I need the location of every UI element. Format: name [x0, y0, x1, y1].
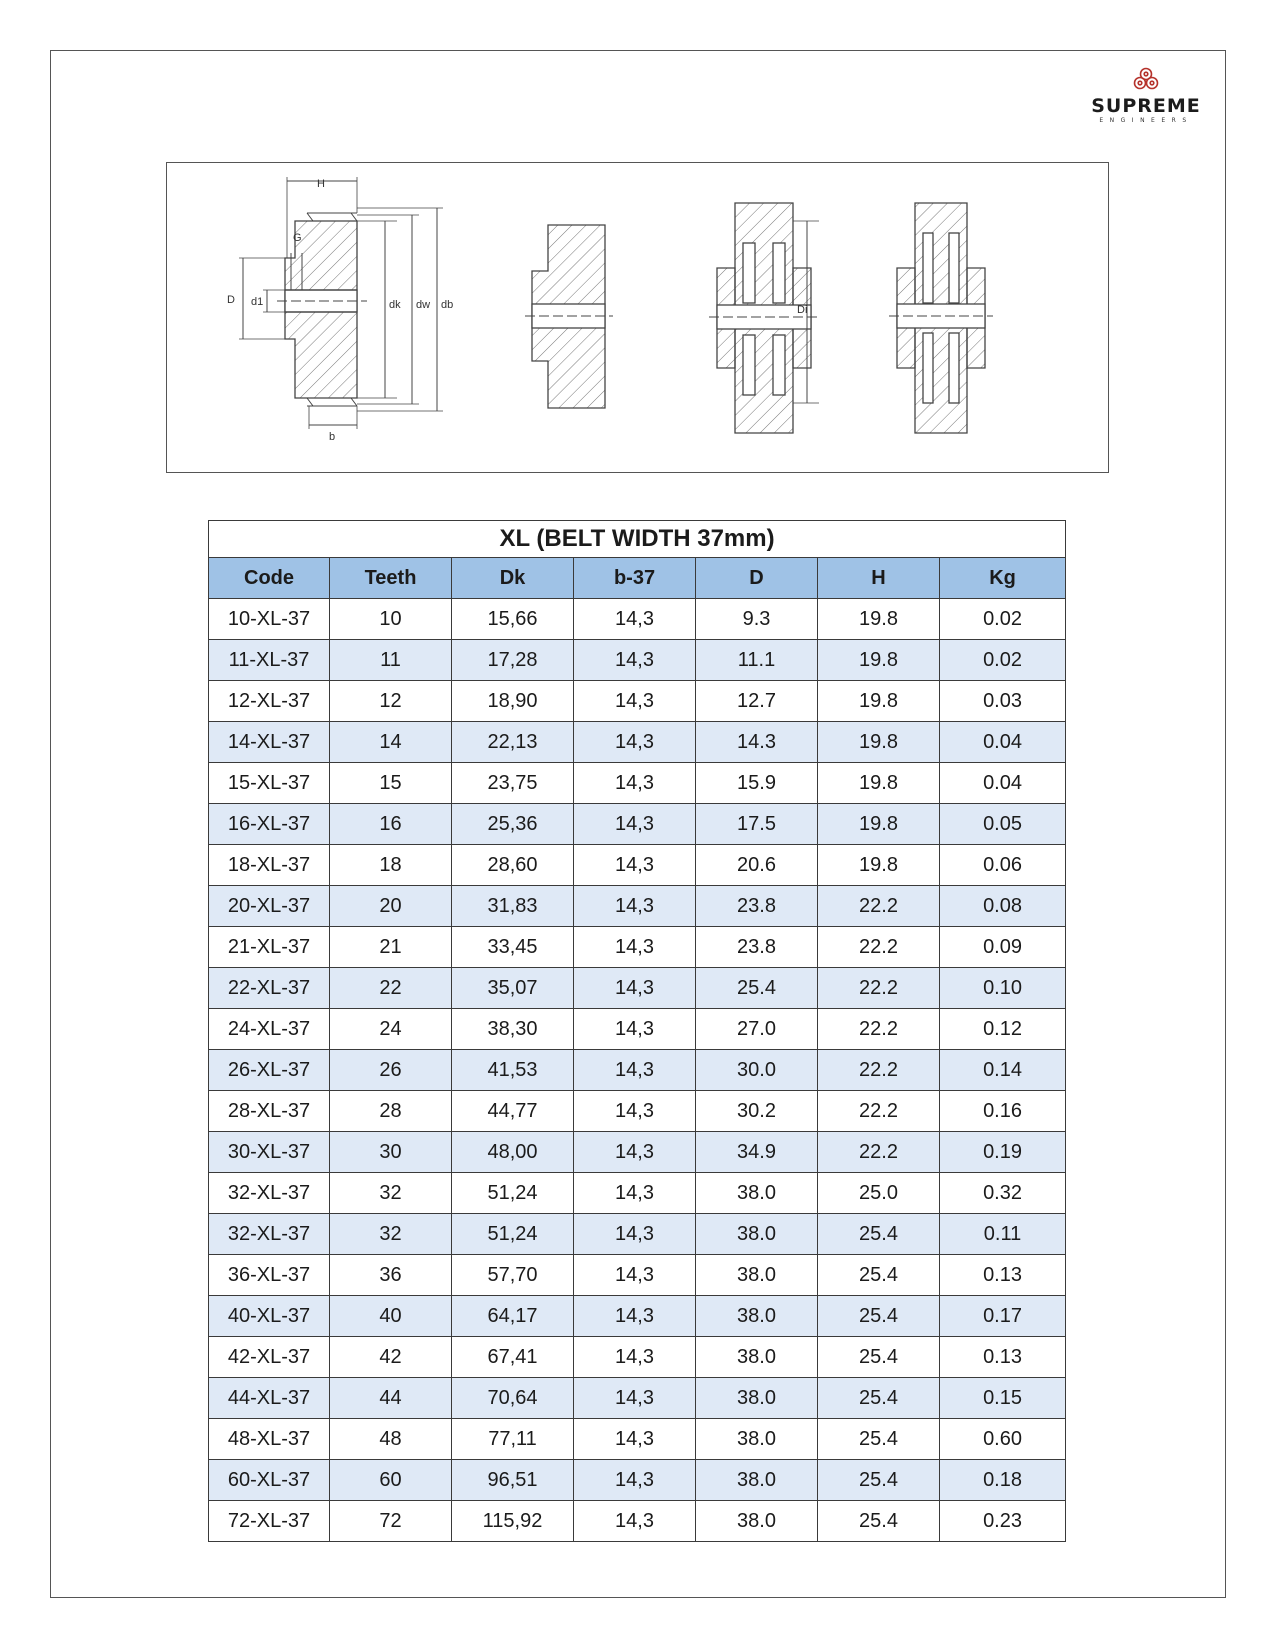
table-cell: 14,3	[574, 1378, 696, 1419]
table-cell: 10-XL-37	[209, 599, 330, 640]
table-cell: 0.02	[940, 640, 1066, 681]
table-cell: 23.8	[696, 927, 818, 968]
pulley-drawing-panel	[166, 162, 1109, 473]
table-row	[209, 804, 1066, 845]
table-cell: 20-XL-37	[209, 886, 330, 927]
table-cell: 14,3	[574, 722, 696, 763]
dim-label-d: D	[227, 294, 235, 306]
table-cell: 14,3	[574, 1173, 696, 1214]
table-cell: 22.2	[818, 927, 940, 968]
table-cell: 33,45	[452, 927, 574, 968]
table-cell: 48	[330, 1419, 452, 1460]
table-row	[209, 1255, 1066, 1296]
table-cell: 14,3	[574, 1501, 696, 1542]
table-row	[209, 886, 1066, 927]
table-cell: 44	[330, 1378, 452, 1419]
table-row	[209, 763, 1066, 804]
table-row	[209, 1009, 1066, 1050]
column-header: Kg	[940, 558, 1066, 599]
table-cell: 19.8	[818, 804, 940, 845]
table-cell: 19.8	[818, 681, 940, 722]
table-row	[209, 1501, 1066, 1542]
table-cell: 57,70	[452, 1255, 574, 1296]
table-cell: 0.08	[940, 886, 1066, 927]
table-cell: 0.09	[940, 927, 1066, 968]
table-cell: 36	[330, 1255, 452, 1296]
table-cell: 30	[330, 1132, 452, 1173]
column-header: b-37	[574, 558, 696, 599]
dim-label-di: Di	[797, 304, 808, 316]
table-cell: 42	[330, 1337, 452, 1378]
table-cell: 25.4	[818, 1296, 940, 1337]
brand-tagline: ENGINEERS	[1099, 117, 1193, 124]
column-header: H	[818, 558, 940, 599]
table-cell: 14	[330, 722, 452, 763]
table-cell: 28,60	[452, 845, 574, 886]
table-cell: 36-XL-37	[209, 1255, 330, 1296]
table-cell: 25.0	[818, 1173, 940, 1214]
table-cell: 38.0	[696, 1419, 818, 1460]
table-cell: 23,75	[452, 763, 574, 804]
xl-pulley-spec-table	[208, 520, 1066, 1542]
table-cell: 25.4	[818, 1337, 940, 1378]
table-row	[209, 599, 1066, 640]
table-cell: 34.9	[696, 1132, 818, 1173]
table-cell: 14,3	[574, 1296, 696, 1337]
table-row	[209, 1460, 1066, 1501]
table-cell: 48,00	[452, 1132, 574, 1173]
table-cell: 14,3	[574, 640, 696, 681]
table-cell: 14,3	[574, 681, 696, 722]
table-cell: 21	[330, 927, 452, 968]
table-cell: 14,3	[574, 1050, 696, 1091]
table-cell: 14,3	[574, 804, 696, 845]
table-cell: 19.8	[818, 640, 940, 681]
table-cell: 60	[330, 1460, 452, 1501]
table-cell: 72-XL-37	[209, 1501, 330, 1542]
table-cell: 23.8	[696, 886, 818, 927]
table-cell: 0.16	[940, 1091, 1066, 1132]
table-cell: 18	[330, 845, 452, 886]
table-cell: 11.1	[696, 640, 818, 681]
table-body	[209, 599, 1066, 1542]
table-cell: 14,3	[574, 1009, 696, 1050]
table-cell: 41,53	[452, 1050, 574, 1091]
dim-label-b: b	[329, 431, 336, 443]
table-cell: 17.5	[696, 804, 818, 845]
column-header: D	[696, 558, 818, 599]
table-cell: 20.6	[696, 845, 818, 886]
table-cell: 28-XL-37	[209, 1091, 330, 1132]
table-cell: 14,3	[574, 763, 696, 804]
table-row	[209, 1378, 1066, 1419]
table-cell: 0.60	[940, 1419, 1066, 1460]
table-cell: 0.15	[940, 1378, 1066, 1419]
table-cell: 14,3	[574, 927, 696, 968]
table-cell: 25.4	[818, 1255, 940, 1296]
table-row	[209, 968, 1066, 1009]
table-cell: 14,3	[574, 599, 696, 640]
table-cell: 22	[330, 968, 452, 1009]
table-cell: 44-XL-37	[209, 1378, 330, 1419]
table-cell: 48-XL-37	[209, 1419, 330, 1460]
table-cell: 25.4	[818, 1460, 940, 1501]
dim-label-db: db	[441, 299, 454, 311]
table-cell: 14,3	[574, 1337, 696, 1378]
table-row	[209, 1091, 1066, 1132]
table-row	[209, 1337, 1066, 1378]
column-header: Teeth	[330, 558, 452, 599]
table-cell: 14,3	[574, 1132, 696, 1173]
table-cell: 0.04	[940, 722, 1066, 763]
table-cell: 19.8	[818, 722, 940, 763]
brand-logo	[1086, 66, 1206, 130]
table-cell: 25,36	[452, 804, 574, 845]
table-row	[209, 845, 1066, 886]
pulley-section-double-hub	[709, 203, 819, 433]
table-cell: 18,90	[452, 681, 574, 722]
table-cell: 14,3	[574, 1255, 696, 1296]
table-cell: 40	[330, 1296, 452, 1337]
table-row	[209, 722, 1066, 763]
dim-label-h: H	[317, 178, 325, 190]
table-cell: 12-XL-37	[209, 681, 330, 722]
table-cell: 0.12	[940, 1009, 1066, 1050]
table-row	[209, 681, 1066, 722]
table-cell: 20	[330, 886, 452, 927]
table-cell: 14,3	[574, 886, 696, 927]
table-row	[209, 1173, 1066, 1214]
table-cell: 0.06	[940, 845, 1066, 886]
table-cell: 38.0	[696, 1501, 818, 1542]
table-cell: 60-XL-37	[209, 1460, 330, 1501]
table-cell: 26	[330, 1050, 452, 1091]
table-cell: 17,28	[452, 640, 574, 681]
table-cell: 38.0	[696, 1214, 818, 1255]
table-cell: 22.2	[818, 1009, 940, 1050]
table-cell: 0.10	[940, 968, 1066, 1009]
table-cell: 72	[330, 1501, 452, 1542]
table-cell: 0.11	[940, 1214, 1066, 1255]
table-cell: 70,64	[452, 1378, 574, 1419]
table-cell: 22.2	[818, 1091, 940, 1132]
table-cell: 30.0	[696, 1050, 818, 1091]
table-cell: 11	[330, 640, 452, 681]
table-cell: 25.4	[696, 968, 818, 1009]
column-header: Dk	[452, 558, 574, 599]
table-cell: 10	[330, 599, 452, 640]
table-cell: 77,11	[452, 1419, 574, 1460]
table-cell: 0.13	[940, 1255, 1066, 1296]
table-cell: 0.23	[940, 1501, 1066, 1542]
table-cell: 32	[330, 1214, 452, 1255]
table-cell: 24-XL-37	[209, 1009, 330, 1050]
table-row	[209, 1132, 1066, 1173]
table-cell: 30.2	[696, 1091, 818, 1132]
column-header: Code	[209, 558, 330, 599]
table-cell: 40-XL-37	[209, 1296, 330, 1337]
table-cell: 67,41	[452, 1337, 574, 1378]
table-cell: 38.0	[696, 1337, 818, 1378]
table-row	[209, 927, 1066, 968]
table-row	[209, 640, 1066, 681]
pulley-section-flanged	[889, 203, 993, 433]
table-cell: 0.19	[940, 1132, 1066, 1173]
table-cell: 12.7	[696, 681, 818, 722]
table-cell: 22.2	[818, 1132, 940, 1173]
table-row	[209, 1419, 1066, 1460]
table-cell: 0.13	[940, 1337, 1066, 1378]
table-cell: 38.0	[696, 1173, 818, 1214]
table-cell: 14.3	[696, 722, 818, 763]
table-row	[209, 1214, 1066, 1255]
table-cell: 0.14	[940, 1050, 1066, 1091]
table-cell: 51,24	[452, 1214, 574, 1255]
table-cell: 14,3	[574, 968, 696, 1009]
table-cell: 14,3	[574, 845, 696, 886]
three-gears-icon	[1131, 66, 1161, 92]
table-cell: 38.0	[696, 1255, 818, 1296]
table-cell: 25.4	[818, 1419, 940, 1460]
table-cell: 31,83	[452, 886, 574, 927]
dim-label-dw: dw	[416, 299, 431, 311]
table-cell: 30-XL-37	[209, 1132, 330, 1173]
table-cell: 64,17	[452, 1296, 574, 1337]
table-title: XL (BELT WIDTH 37mm)	[209, 521, 1066, 558]
table-cell: 35,07	[452, 968, 574, 1009]
table-cell: 15.9	[696, 763, 818, 804]
table-cell: 22,13	[452, 722, 574, 763]
dim-label-d1: d1	[251, 296, 264, 308]
table-cell: 19.8	[818, 763, 940, 804]
table-cell: 0.03	[940, 681, 1066, 722]
pulley-section-dimensioned	[239, 177, 443, 429]
brand-name: SUPREME	[1091, 95, 1201, 117]
table-cell: 28	[330, 1091, 452, 1132]
table-cell: 0.05	[940, 804, 1066, 845]
table-cell: 18-XL-37	[209, 845, 330, 886]
table-cell: 51,24	[452, 1173, 574, 1214]
table-cell: 42-XL-37	[209, 1337, 330, 1378]
table-cell: 14,3	[574, 1419, 696, 1460]
table-cell: 14,3	[574, 1460, 696, 1501]
table-cell: 14,3	[574, 1214, 696, 1255]
table-cell: 38,30	[452, 1009, 574, 1050]
table-cell: 115,92	[452, 1501, 574, 1542]
table-cell: 22.2	[818, 886, 940, 927]
table-cell: 16-XL-37	[209, 804, 330, 845]
table-cell: 12	[330, 681, 452, 722]
table-cell: 22.2	[818, 968, 940, 1009]
table-cell: 27.0	[696, 1009, 818, 1050]
table-cell: 16	[330, 804, 452, 845]
table-cell: 0.17	[940, 1296, 1066, 1337]
table-cell: 15,66	[452, 599, 574, 640]
table-cell: 44,77	[452, 1091, 574, 1132]
table-cell: 96,51	[452, 1460, 574, 1501]
pulley-section-hub	[525, 225, 613, 408]
table-cell: 11-XL-37	[209, 640, 330, 681]
pulley-technical-drawing	[167, 163, 1110, 474]
table-row	[209, 1296, 1066, 1337]
table-cell: 38.0	[696, 1378, 818, 1419]
table-cell: 22-XL-37	[209, 968, 330, 1009]
table-cell: 22.2	[818, 1050, 940, 1091]
table-cell: 38.0	[696, 1296, 818, 1337]
table-cell: 0.18	[940, 1460, 1066, 1501]
table-cell: 25.4	[818, 1378, 940, 1419]
table-cell: 38.0	[696, 1460, 818, 1501]
table-cell: 14,3	[574, 1091, 696, 1132]
table-header-row	[209, 558, 1066, 599]
table-cell: 32-XL-37	[209, 1173, 330, 1214]
table-cell: 26-XL-37	[209, 1050, 330, 1091]
table-cell: 25.4	[818, 1214, 940, 1255]
table-cell: 19.8	[818, 599, 940, 640]
table-cell: 0.04	[940, 763, 1066, 804]
table-cell: 32	[330, 1173, 452, 1214]
dim-label-dk: dk	[389, 299, 401, 311]
table-cell: 14-XL-37	[209, 722, 330, 763]
table-cell: 15	[330, 763, 452, 804]
table-cell: 32-XL-37	[209, 1214, 330, 1255]
table-cell: 21-XL-37	[209, 927, 330, 968]
table-cell: 19.8	[818, 845, 940, 886]
table-cell: 15-XL-37	[209, 763, 330, 804]
table-cell: 0.02	[940, 599, 1066, 640]
dim-label-g: G	[293, 232, 302, 244]
table-cell: 9.3	[696, 599, 818, 640]
table-cell: 0.32	[940, 1173, 1066, 1214]
table-row	[209, 1050, 1066, 1091]
table-cell: 24	[330, 1009, 452, 1050]
table-cell: 25.4	[818, 1501, 940, 1542]
